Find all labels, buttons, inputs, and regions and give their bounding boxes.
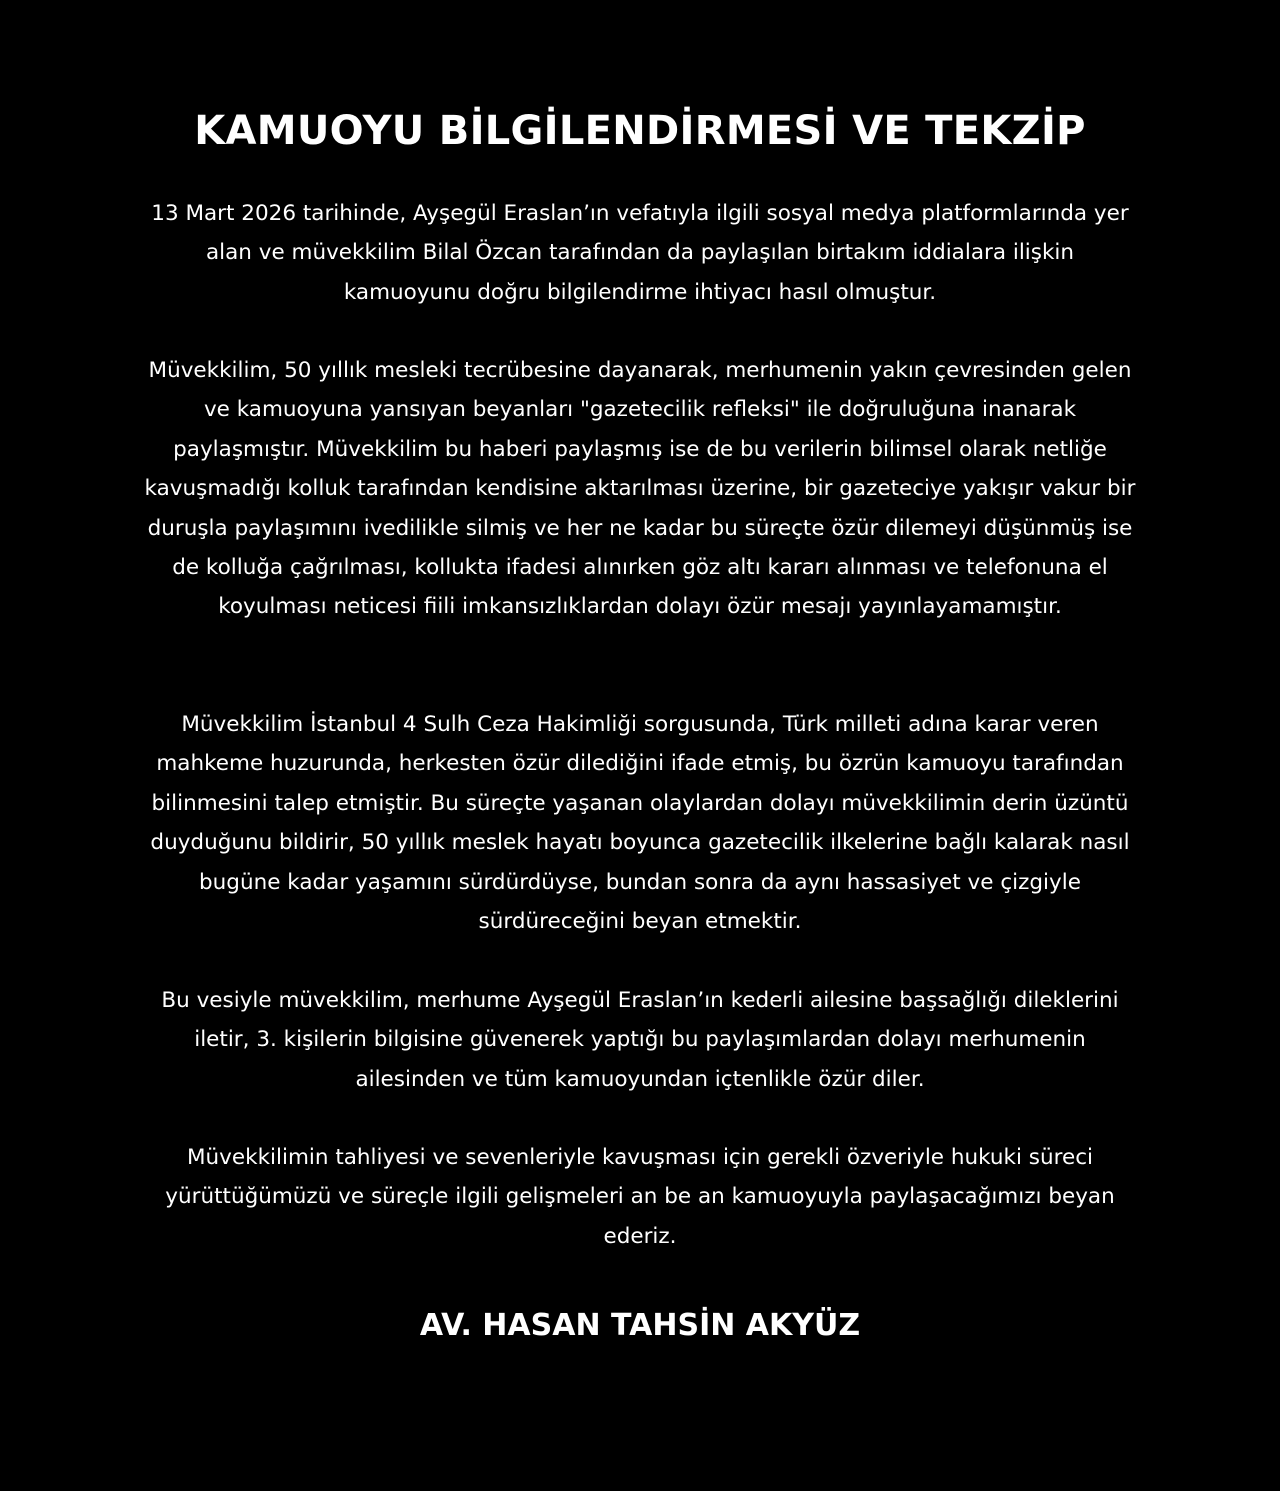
paragraph-explanation: Müvekkilim, 50 yıllık mesleki tecrübesine dayanarak, merhumenin yakın çevresinden gelen ve kamuoyuna yansıyan beyanları "gazetecilik refleksi" ile doğruluğuna inanarak paylaşmıştır. Müvekkilim bu haberi paylaşmış ise de bu verilerin bilimsel olarak netliğe kavuşmadığı kolluk tarafından kendisine aktarılması üzerine, bir gazeteciye yakışır vakur bir duruşla paylaşımını ivedilikle silmiş ve her ne kadar bu süreçte özür dilemeyi düşünmüş ise de kolluğa çağrılması, kollukta ifadesi alınırken göz altı kararı alınması ve telefonuna el koyulması neticesi fiili imkansızlıklardan dolayı özür mesajı yayınlayamamıştır.	[144, 358, 1136, 620]
statement-title: KAMUOYU BİLGİLENDİRMESİ VE TEKZİP	[194, 108, 1086, 154]
paragraph-intro: 13 Mart 2026 tarihinde, Ayşegül Eraslan’ın vefatıyla ilgili sosyal medya platformlarında yer alan ve müvekkilim Bilal Özcan tarafından da paylaşılan birtakım iddialara ilişkin kamuoyunu doğru bilgilendirme ihtiyacı hasıl olmuştur.	[151, 201, 1129, 305]
lawyer-signature: AV. HASAN TAHSİN AKYÜZ	[419, 1308, 861, 1343]
paragraph-condolence: Bu vesiyle müvekkilim, merhume Ayşegül Eraslan’ın kederli ailesine başsağlığı dileklerini iletir, 3. kişilerin bilgisine güvenerek yaptığı bu paylaşımlardan dolayı merhumenin ailesinden ve tüm kamuoyundan içtenlikle özür diler.	[161, 988, 1119, 1092]
paragraph-court-apology: Müvekkilim İstanbul 4 Sulh Ceza Hakimliği sorgusunda, Türk milleti adına karar veren mahkeme huzurunda, herkesten özür dilediğini ifade etmiş, bu özrün kamuoyu tarafından bilinmesini talep etmiştir. Bu süreçte yaşanan olaylardan dolayı müvekkilimin derin üzüntü duyduğunu bildirir, 50 yıllık meslek hayatı boyunca gazetecilik ilkelerine bağlı kalarak nasıl bugüne kadar yaşamını sürdürdüyse, bundan sonra da aynı hassasiyet ve çizgiyle sürdüreceğini beyan etmektir.	[150, 712, 1130, 935]
paragraph-closing: Müvekkilimin tahliyesi ve sevenleriyle kavuşması için gerekli özveriyle hukuki süreci yürüttüğümüzü ve süreçle ilgili gelişmeleri an be an kamuoyuyla paylaşacağımızı beyan ederiz.	[165, 1145, 1115, 1249]
